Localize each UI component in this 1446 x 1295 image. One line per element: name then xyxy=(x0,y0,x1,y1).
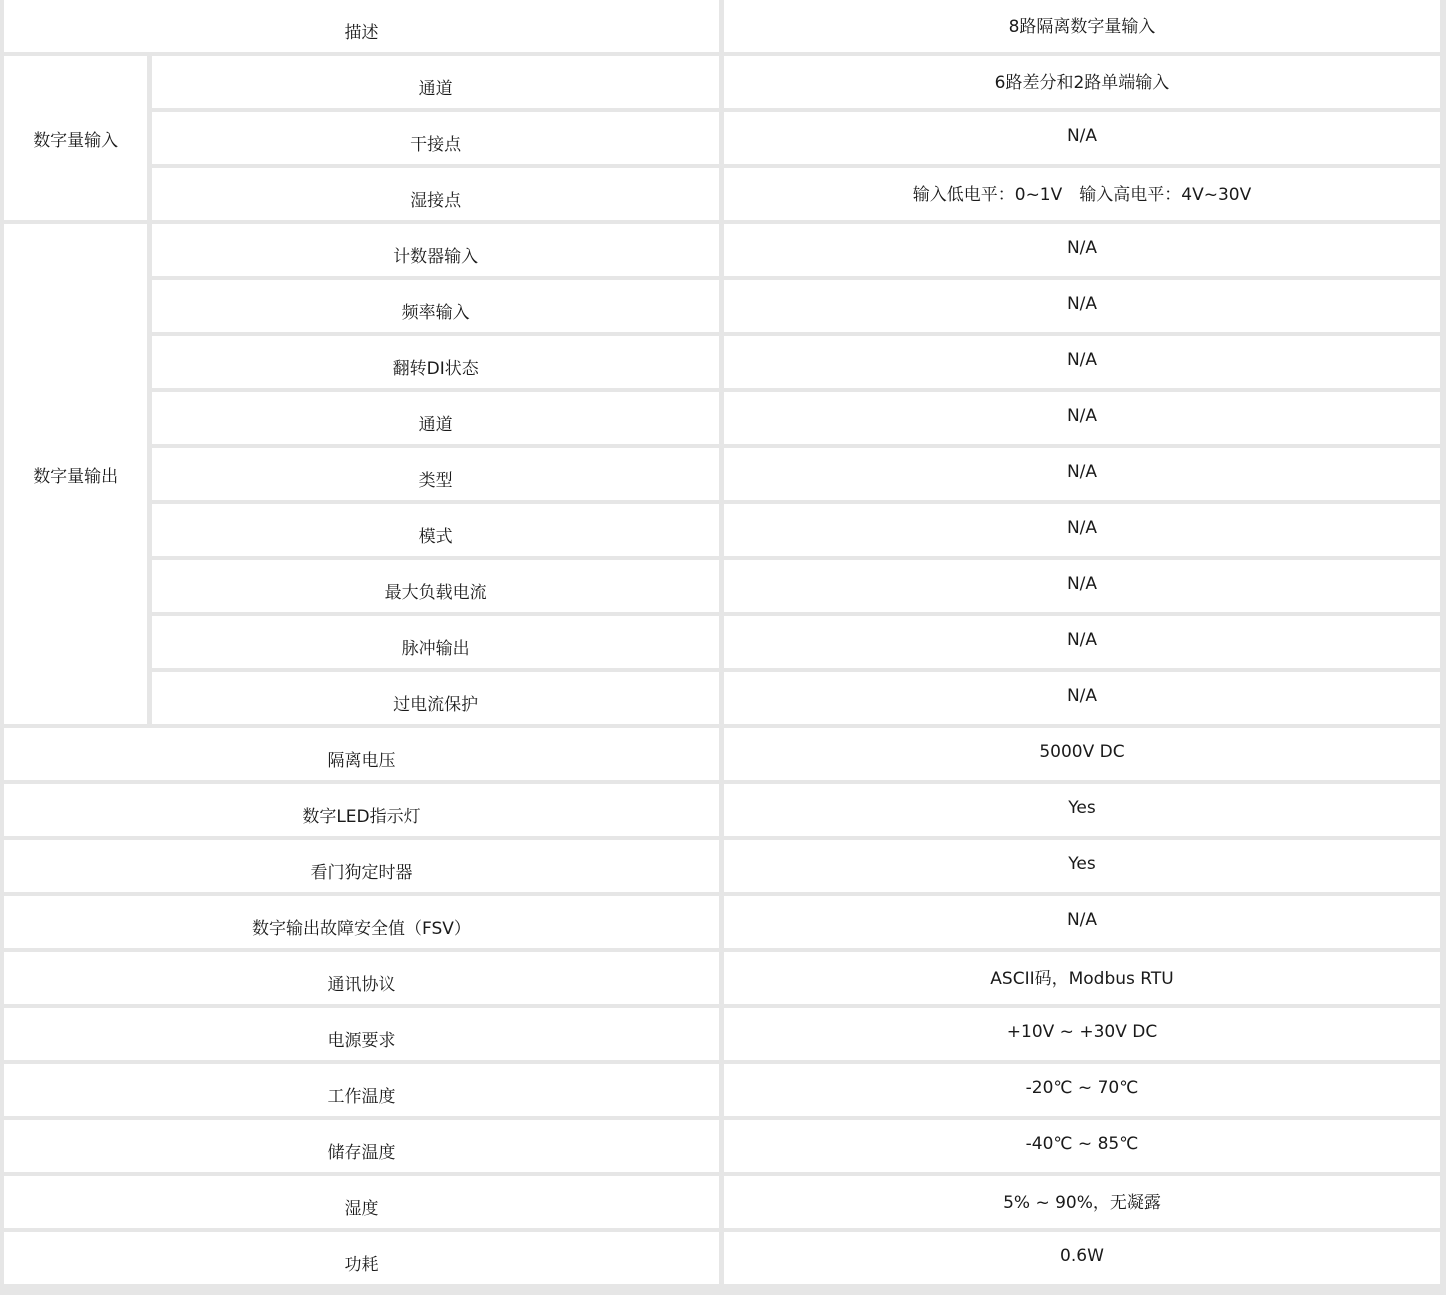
row-value-dry-contact: N/A xyxy=(724,112,1440,164)
row-value-type: N/A xyxy=(724,448,1440,500)
row-label-dry-contact: 干接点 xyxy=(152,112,719,164)
row-label-wet-contact: 湿接点 xyxy=(152,168,719,220)
row-label-type: 类型 xyxy=(152,448,719,500)
group-label-digital-output: 数字量输出 xyxy=(4,224,147,724)
row-label-fsv: 数字输出故障安全值（FSV） xyxy=(4,896,719,948)
row-value-led-indicator: Yes xyxy=(724,784,1440,836)
row-value-counter-input: N/A xyxy=(724,224,1440,276)
row-label-description: 描述 xyxy=(4,0,719,52)
row-label-protocol: 通讯协议 xyxy=(4,952,719,1004)
table-row xyxy=(4,616,1440,668)
row-value-humidity: 5% ~ 90%，无凝露 xyxy=(724,1176,1440,1228)
table-row xyxy=(4,224,1440,276)
row-label-di-channel: 通道 xyxy=(152,56,719,108)
row-label-overcurrent-protection: 过电流保护 xyxy=(152,672,719,724)
row-label-power-requirement: 电源要求 xyxy=(4,1008,719,1060)
row-value-frequency-input: N/A xyxy=(724,280,1440,332)
row-label-storage-temperature: 储存温度 xyxy=(4,1120,719,1172)
table-row xyxy=(4,336,1440,388)
row-value-wet-contact: 输入低电平：0~1V 输入高电平：4V~30V xyxy=(724,168,1440,220)
row-value-power-consumption: 0.6W xyxy=(724,1232,1440,1284)
row-value-mode: N/A xyxy=(724,504,1440,556)
table-row xyxy=(4,1232,1440,1284)
row-value-storage-temperature: -40℃ ~ 85℃ xyxy=(724,1120,1440,1172)
row-value-do-channel: N/A xyxy=(724,392,1440,444)
table-row xyxy=(4,784,1440,836)
row-value-pulse-output: N/A xyxy=(724,616,1440,668)
row-value-description: 8路隔离数字量输入 xyxy=(724,0,1440,52)
table-row xyxy=(4,560,1440,612)
row-label-operating-temperature: 工作温度 xyxy=(4,1064,719,1116)
group-label-digital-input: 数字量输入 xyxy=(4,56,147,220)
row-label-power-consumption: 功耗 xyxy=(4,1232,719,1284)
table-row xyxy=(4,840,1440,892)
table-row xyxy=(4,1176,1440,1228)
row-label-isolation-voltage: 隔离电压 xyxy=(4,728,719,780)
row-value-isolation-voltage: 5000V DC xyxy=(724,728,1440,780)
table-row xyxy=(4,896,1440,948)
row-label-do-channel: 通道 xyxy=(152,392,719,444)
row-value-max-load-current: N/A xyxy=(724,560,1440,612)
table-row xyxy=(4,504,1440,556)
table-row xyxy=(4,1064,1440,1116)
row-value-protocol: ASCII码，Modbus RTU xyxy=(724,952,1440,1004)
row-value-invert-di: N/A xyxy=(724,336,1440,388)
row-label-invert-di: 翻转DI状态 xyxy=(152,336,719,388)
row-value-di-channel: 6路差分和2路单端输入 xyxy=(724,56,1440,108)
row-label-max-load-current: 最大负载电流 xyxy=(152,560,719,612)
table-row xyxy=(4,728,1440,780)
row-label-watchdog: 看门狗定时器 xyxy=(4,840,719,892)
table-row xyxy=(4,56,1440,108)
table-row xyxy=(4,1008,1440,1060)
table-row xyxy=(4,280,1440,332)
row-value-fsv: N/A xyxy=(724,896,1440,948)
table-row xyxy=(4,1120,1440,1172)
table-row xyxy=(4,168,1440,220)
row-value-power-requirement: +10V ~ +30V DC xyxy=(724,1008,1440,1060)
table-row xyxy=(4,392,1440,444)
row-value-overcurrent-protection: N/A xyxy=(724,672,1440,724)
row-label-counter-input: 计数器输入 xyxy=(152,224,719,276)
table-row xyxy=(4,952,1440,1004)
table-row xyxy=(4,0,1440,52)
table-row xyxy=(4,672,1440,724)
row-label-humidity: 湿度 xyxy=(4,1176,719,1228)
table-row xyxy=(4,112,1440,164)
row-value-operating-temperature: -20℃ ~ 70℃ xyxy=(724,1064,1440,1116)
row-label-pulse-output: 脉冲输出 xyxy=(152,616,719,668)
row-label-led-indicator: 数字LED指示灯 xyxy=(4,784,719,836)
row-label-frequency-input: 频率输入 xyxy=(152,280,719,332)
row-value-watchdog: Yes xyxy=(724,840,1440,892)
table-row xyxy=(4,448,1440,500)
row-label-mode: 模式 xyxy=(152,504,719,556)
